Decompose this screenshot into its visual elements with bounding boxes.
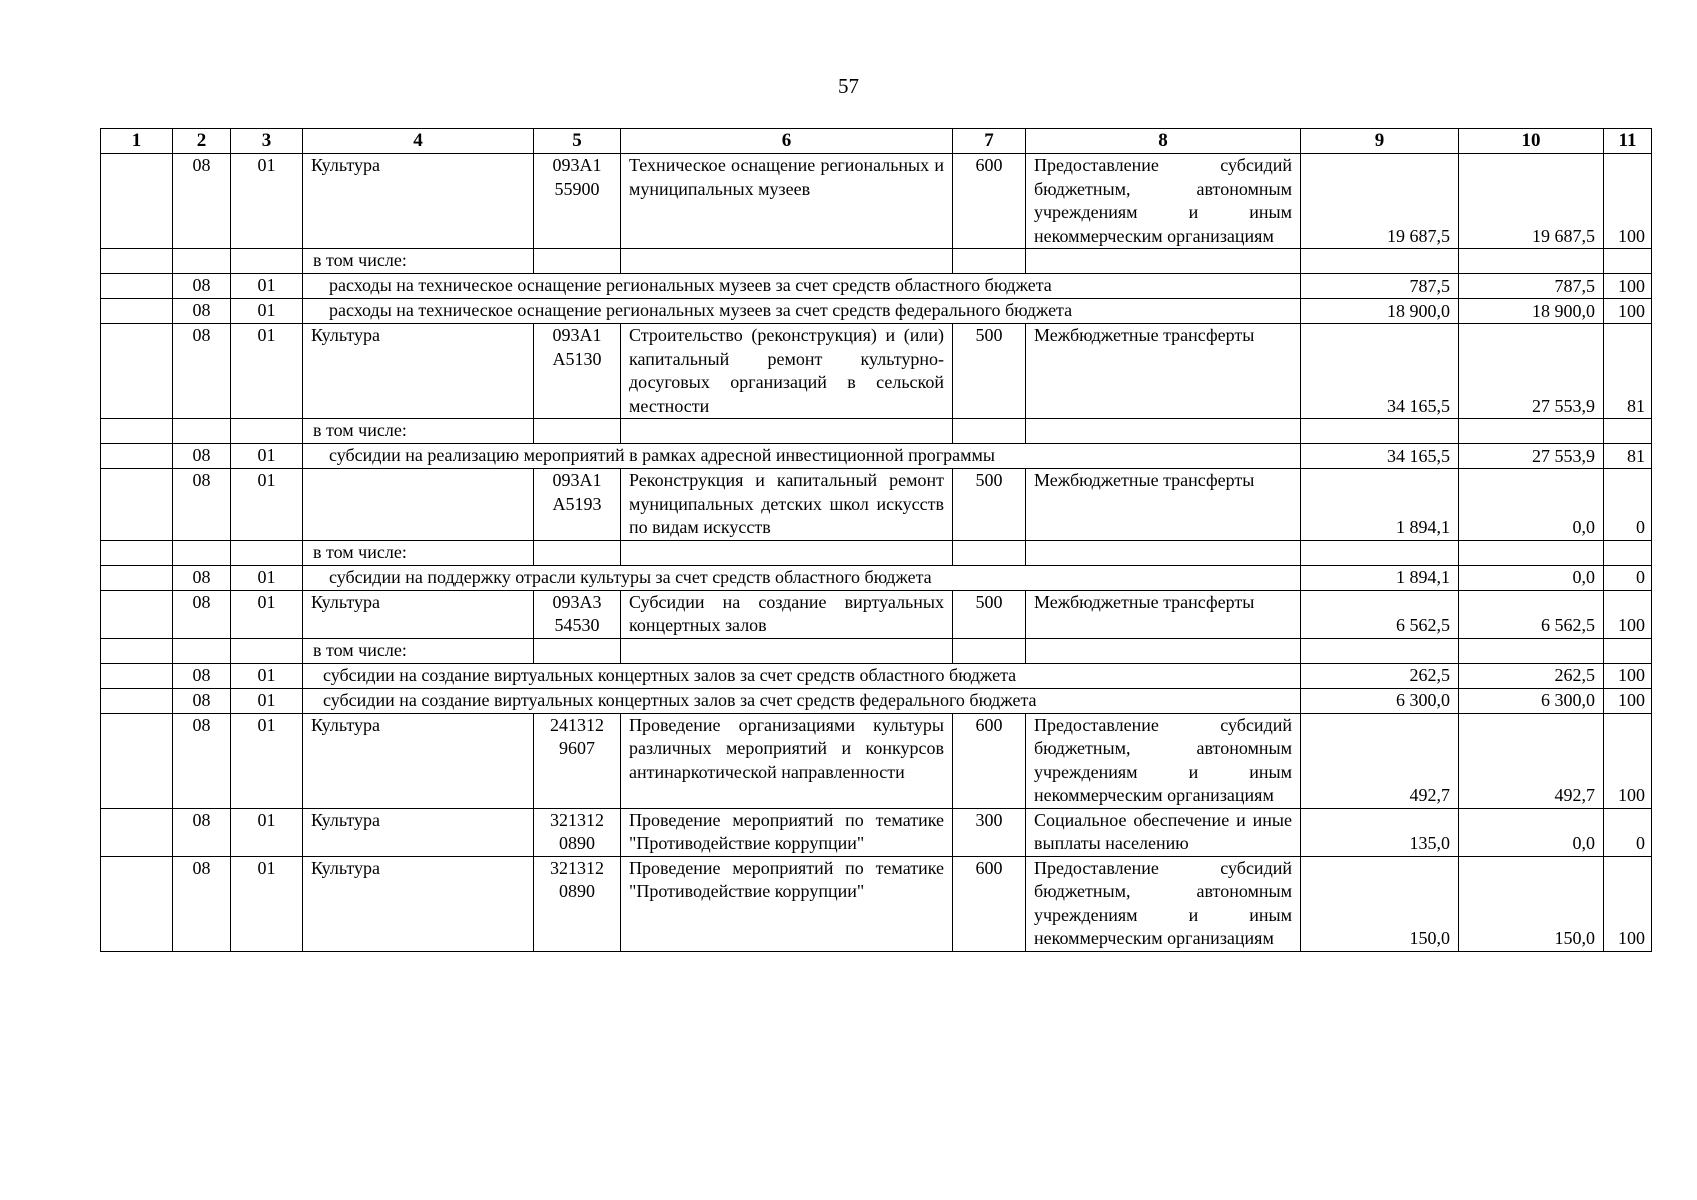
cell-planned: 135,0 [1301, 808, 1459, 856]
cell-blank [101, 540, 173, 565]
cell-blank [101, 444, 173, 469]
cell-blank [101, 688, 173, 713]
cell-executed: 27 553,9 [1459, 324, 1604, 419]
cell-blank [101, 469, 173, 541]
cell-section: 08 [173, 663, 231, 688]
cell-blank [173, 249, 231, 274]
column-header: 10 [1459, 129, 1604, 154]
cell-expense-name: Межбюджетные трансферты [1026, 469, 1301, 541]
cell-blank [1604, 638, 1652, 663]
column-header: 8 [1026, 129, 1301, 154]
cell-percent: 0 [1604, 469, 1652, 541]
column-header: 5 [534, 129, 621, 154]
cell-section: 08 [173, 856, 231, 951]
cell-blank [231, 249, 303, 274]
cell-percent: 100 [1604, 663, 1652, 688]
cell-target-code: 093А1 А5193 [534, 469, 621, 541]
cell-expense-type: 600 [953, 713, 1026, 808]
cell-blank [1459, 540, 1604, 565]
table-row [101, 540, 1652, 565]
cell-planned: 34 165,5 [1301, 444, 1459, 469]
column-header: 1 [101, 129, 173, 154]
table-row [101, 154, 1652, 249]
table-row [101, 565, 1652, 590]
cell-section: 08 [173, 565, 231, 590]
cell-executed: 0,0 [1459, 565, 1604, 590]
cell-expense-name: Предоставление субсидий бюджетным, автономным учреждениям и иным некоммерческим организациям [1026, 856, 1301, 951]
cell-section: 08 [173, 688, 231, 713]
table-row [101, 663, 1652, 688]
cell-name: Культура [303, 713, 534, 808]
cell-blank [101, 713, 173, 808]
cell-target-code: 093А1 55900 [534, 154, 621, 249]
cell-planned: 1 894,1 [1301, 469, 1459, 541]
cell-executed: 262,5 [1459, 663, 1604, 688]
cell-executed: 787,5 [1459, 274, 1604, 299]
table-row [101, 249, 1652, 274]
cell-blank [1301, 540, 1459, 565]
table-row [101, 469, 1652, 541]
cell-target-code: 241312 9607 [534, 713, 621, 808]
table-row [101, 713, 1652, 808]
cell-blank [1604, 249, 1652, 274]
cell-blank [173, 638, 231, 663]
cell-executed: 0,0 [1459, 808, 1604, 856]
cell-expense-name: Межбюджетные трансферты [1026, 324, 1301, 419]
cell-blank [101, 154, 173, 249]
cell-expense-name: Предоставление субсидий бюджетным, автономным учреждениям и иным некоммерческим организациям [1026, 713, 1301, 808]
cell-blank [534, 540, 621, 565]
including-label: в том числе: [303, 249, 534, 274]
cell-blank [101, 565, 173, 590]
cell-subsection: 01 [231, 565, 303, 590]
detail-description: расходы на техническое оснащение региональных музеев за счет средств областного бюджета [303, 274, 1301, 299]
cell-executed: 18 900,0 [1459, 299, 1604, 324]
table-row [101, 808, 1652, 856]
cell-name: Культура [303, 324, 534, 419]
cell-blank [534, 638, 621, 663]
cell-blank [1604, 419, 1652, 444]
cell-subsection: 01 [231, 154, 303, 249]
cell-expense-name: Межбюджетные трансферты [1026, 590, 1301, 638]
cell-subsection: 01 [231, 299, 303, 324]
cell-section: 08 [173, 154, 231, 249]
cell-percent: 100 [1604, 713, 1652, 808]
cell-section: 08 [173, 324, 231, 419]
cell-name: Культура [303, 590, 534, 638]
cell-blank [953, 419, 1026, 444]
cell-blank [953, 540, 1026, 565]
including-label: в том числе: [303, 638, 534, 663]
cell-blank [1301, 249, 1459, 274]
table-row [101, 856, 1652, 951]
cell-subsection: 01 [231, 688, 303, 713]
cell-percent: 81 [1604, 324, 1652, 419]
detail-description: субсидии на создание виртуальных концертных залов за счет средств федерального бюджета [303, 688, 1301, 713]
cell-name: Культура [303, 154, 534, 249]
cell-blank [101, 856, 173, 951]
cell-subsection: 01 [231, 469, 303, 541]
cell-blank [101, 249, 173, 274]
cell-blank [231, 638, 303, 663]
cell-expense-type: 500 [953, 469, 1026, 541]
cell-blank [101, 324, 173, 419]
cell-name: Культура [303, 808, 534, 856]
cell-expense-type: 300 [953, 808, 1026, 856]
column-header: 3 [231, 129, 303, 154]
cell-blank [101, 638, 173, 663]
detail-description: субсидии на поддержку отрасли культуры за счет средств областного бюджета [303, 565, 1301, 590]
cell-percent: 0 [1604, 808, 1652, 856]
cell-subsection: 01 [231, 856, 303, 951]
table-row [101, 638, 1652, 663]
cell-blank [1301, 638, 1459, 663]
cell-executed: 150,0 [1459, 856, 1604, 951]
column-header: 9 [1301, 129, 1459, 154]
cell-planned: 787,5 [1301, 274, 1459, 299]
cell-blank [621, 638, 953, 663]
cell-blank [231, 540, 303, 565]
cell-subsection: 01 [231, 590, 303, 638]
column-header: 7 [953, 129, 1026, 154]
cell-expense-type: 600 [953, 856, 1026, 951]
cell-blank [101, 419, 173, 444]
cell-blank [101, 274, 173, 299]
cell-name [303, 469, 534, 541]
cell-percent: 100 [1604, 688, 1652, 713]
cell-executed: 6 300,0 [1459, 688, 1604, 713]
cell-blank [173, 540, 231, 565]
cell-blank [953, 249, 1026, 274]
table-row [101, 444, 1652, 469]
cell-planned: 6 562,5 [1301, 590, 1459, 638]
cell-subsection: 01 [231, 324, 303, 419]
cell-blank [621, 540, 953, 565]
cell-planned: 6 300,0 [1301, 688, 1459, 713]
detail-description: субсидии на создание виртуальных концертных залов за счет средств областного бюджета [303, 663, 1301, 688]
budget-table [100, 128, 1652, 952]
cell-description: Субсидии на создание виртуальных концертных залов [621, 590, 953, 638]
cell-section: 08 [173, 469, 231, 541]
cell-expense-type: 500 [953, 590, 1026, 638]
cell-subsection: 01 [231, 274, 303, 299]
cell-blank [621, 249, 953, 274]
cell-planned: 492,7 [1301, 713, 1459, 808]
cell-blank [1604, 540, 1652, 565]
cell-blank [101, 590, 173, 638]
cell-expense-type: 600 [953, 154, 1026, 249]
cell-target-code: 321312 0890 [534, 856, 621, 951]
table-row [101, 274, 1652, 299]
cell-description: Реконструкция и капитальный ремонт муниципальных детских школ искусств по видам искусств [621, 469, 953, 541]
cell-expense-type: 500 [953, 324, 1026, 419]
cell-name: Культура [303, 856, 534, 951]
cell-planned: 19 687,5 [1301, 154, 1459, 249]
cell-blank [101, 299, 173, 324]
cell-percent: 81 [1604, 444, 1652, 469]
table-row [101, 324, 1652, 419]
cell-description: Проведение мероприятий по тематике "Противодействие коррупции" [621, 808, 953, 856]
cell-blank [534, 419, 621, 444]
cell-subsection: 01 [231, 444, 303, 469]
table-row [101, 688, 1652, 713]
cell-expense-name: Социальное обеспечение и иные выплаты населению [1026, 808, 1301, 856]
cell-subsection: 01 [231, 713, 303, 808]
header-row [101, 129, 1652, 154]
cell-subsection: 01 [231, 808, 303, 856]
page-number: 57 [838, 74, 859, 98]
cell-expense-name: Предоставление субсидий бюджетным, автономным учреждениям и иным некоммерческим организациям [1026, 154, 1301, 249]
cell-description: Строительство (реконструкция) и (или) капитальный ремонт культурно-досуговых организаций в сельской местности [621, 324, 953, 419]
column-header: 11 [1604, 129, 1652, 154]
cell-section: 08 [173, 299, 231, 324]
cell-blank [1026, 419, 1301, 444]
table-row [101, 590, 1652, 638]
cell-planned: 34 165,5 [1301, 324, 1459, 419]
cell-blank [1459, 419, 1604, 444]
cell-executed: 27 553,9 [1459, 444, 1604, 469]
cell-description: Проведение организациями культуры различных мероприятий и конкурсов антинаркотической направленности [621, 713, 953, 808]
cell-blank [101, 808, 173, 856]
cell-blank [1026, 540, 1301, 565]
cell-planned: 1 894,1 [1301, 565, 1459, 590]
cell-percent: 0 [1604, 565, 1652, 590]
cell-percent: 100 [1604, 299, 1652, 324]
including-label: в том числе: [303, 419, 534, 444]
table-row [101, 299, 1652, 324]
cell-section: 08 [173, 590, 231, 638]
cell-section: 08 [173, 713, 231, 808]
cell-blank [1301, 419, 1459, 444]
cell-executed: 492,7 [1459, 713, 1604, 808]
detail-description: расходы на техническое оснащение региональных музеев за счет средств федерального бюджета [303, 299, 1301, 324]
cell-description: Проведение мероприятий по тематике "Противодействие коррупции" [621, 856, 953, 951]
including-label: в том числе: [303, 540, 534, 565]
column-header: 4 [303, 129, 534, 154]
cell-section: 08 [173, 444, 231, 469]
cell-blank [231, 419, 303, 444]
table-row [101, 419, 1652, 444]
cell-percent: 100 [1604, 274, 1652, 299]
cell-blank [953, 638, 1026, 663]
cell-blank [101, 663, 173, 688]
cell-blank [1026, 249, 1301, 274]
cell-blank [1459, 249, 1604, 274]
cell-executed: 19 687,5 [1459, 154, 1604, 249]
cell-blank [173, 419, 231, 444]
cell-blank [621, 419, 953, 444]
cell-target-code: 321312 0890 [534, 808, 621, 856]
cell-blank [1026, 638, 1301, 663]
column-header: 2 [173, 129, 231, 154]
cell-percent: 100 [1604, 590, 1652, 638]
cell-section: 08 [173, 274, 231, 299]
cell-percent: 100 [1604, 154, 1652, 249]
cell-section: 08 [173, 808, 231, 856]
cell-percent: 100 [1604, 856, 1652, 951]
cell-planned: 262,5 [1301, 663, 1459, 688]
cell-target-code: 093А1 А5130 [534, 324, 621, 419]
cell-executed: 0,0 [1459, 469, 1604, 541]
cell-blank [1459, 638, 1604, 663]
cell-blank [534, 249, 621, 274]
cell-subsection: 01 [231, 663, 303, 688]
cell-target-code: 093А3 54530 [534, 590, 621, 638]
cell-planned: 150,0 [1301, 856, 1459, 951]
cell-description: Техническое оснащение региональных и муниципальных музеев [621, 154, 953, 249]
detail-description: субсидии на реализацию мероприятий в рамках адресной инвестиционной программы [303, 444, 1301, 469]
cell-planned: 18 900,0 [1301, 299, 1459, 324]
cell-executed: 6 562,5 [1459, 590, 1604, 638]
column-header: 6 [621, 129, 953, 154]
